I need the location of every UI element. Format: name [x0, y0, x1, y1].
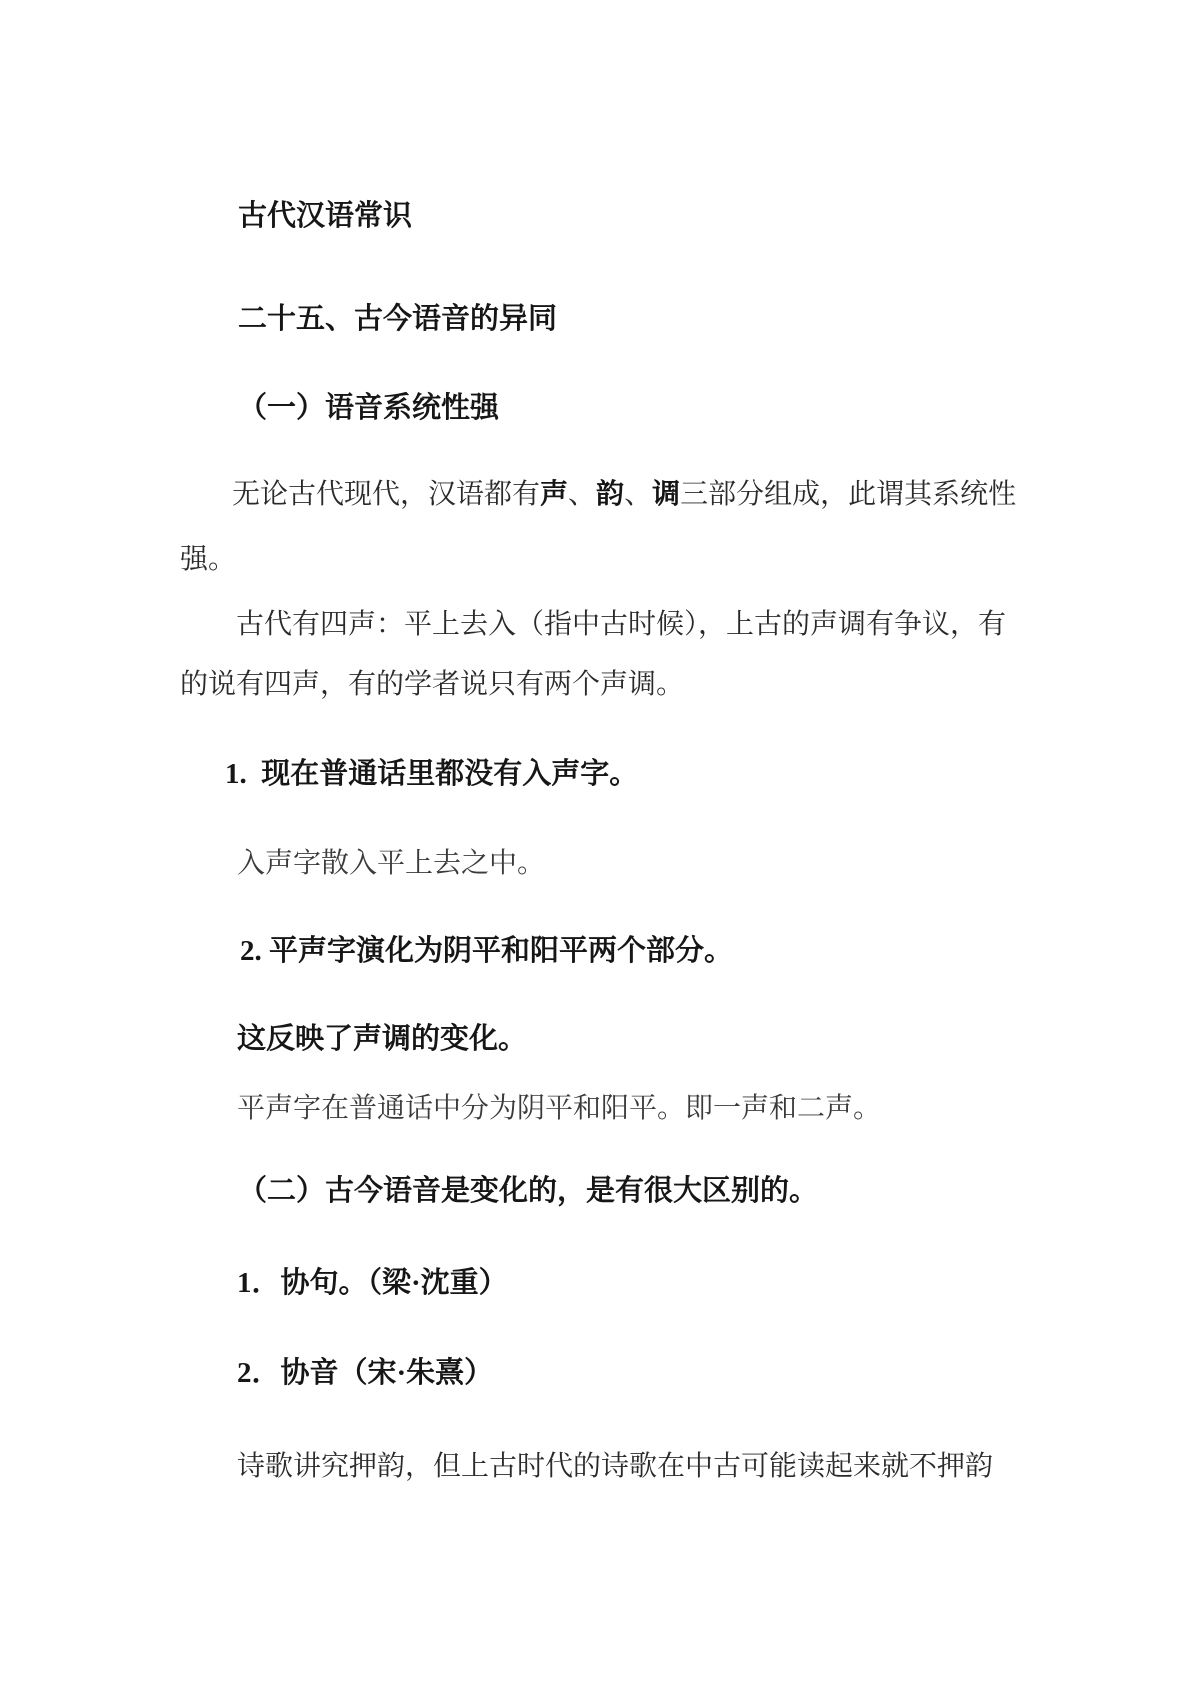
item-1-no-entering-tone: 1. 现在普通话里都没有入声字。	[225, 758, 639, 790]
para-poetry-rhyme-line1: 诗歌讲究押韵，但上古时代的诗歌在中古可能读起来就不押韵	[237, 1450, 994, 1481]
run-bold-sheng: 声	[540, 478, 569, 509]
item-2-level-tone-split: 2. 平声字演化为阴平和阳平两个部分。	[240, 935, 734, 967]
run-bold-yun: 韵	[596, 478, 625, 509]
heading-section-1: （一）语音系统性强	[238, 392, 500, 424]
para-tone-change-note: 这反映了声调的变化。	[237, 1023, 528, 1055]
para-systematic-line1	[232, 478, 1016, 510]
para-level-tone-explanation: 平声字在普通话中分为阴平和阳平。即一声和二声。	[237, 1093, 882, 1124]
para-four-tones-line1: 古代有四声：平上去入（指中古时候），上古的声调有争议，有	[236, 608, 1007, 639]
run-normal: 、	[624, 478, 653, 509]
para-entering-tone-dispersed: 入声字散入平上去之中。	[237, 848, 546, 879]
heading-chapter-25: 二十五、古今语音的异同	[238, 303, 558, 335]
run-normal: 三部分组成，此谓其系统性	[680, 478, 1017, 509]
run-normal: 无论古代现代，汉语都有	[232, 478, 541, 509]
doc-title: 古代汉语常识	[238, 200, 413, 232]
item-1-xieju: 1．协句。（梁·沈重）	[237, 1267, 508, 1299]
para-four-tones-line2: 的说有四声，有的学者说只有两个声调。	[180, 668, 685, 699]
run-normal: 、	[568, 478, 597, 509]
item-2-xieyin: 2．协音（宋·朱熹）	[237, 1357, 494, 1389]
para-systematic-line2: 强。	[180, 543, 237, 574]
run-bold-diao: 调	[652, 478, 681, 509]
heading-section-2: （二）古今语音是变化的，是有很大区别的。	[238, 1175, 819, 1207]
